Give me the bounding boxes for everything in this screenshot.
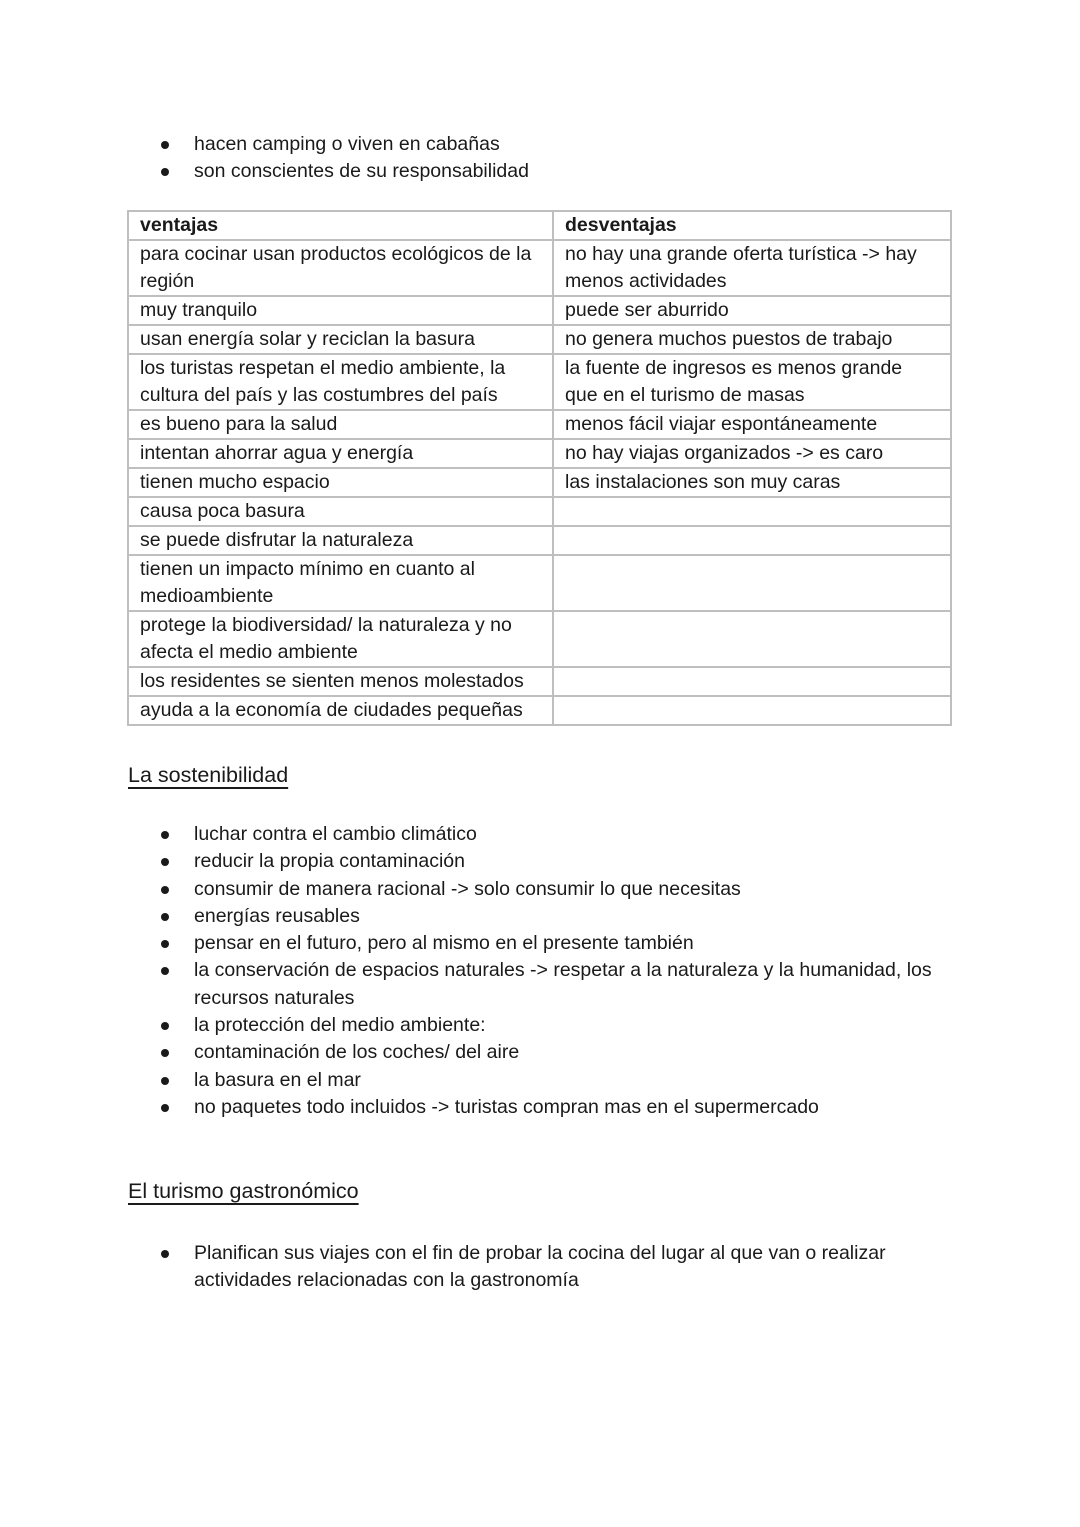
table-cell — [553, 497, 951, 526]
table-row — [128, 296, 951, 325]
table-cell — [553, 611, 951, 667]
list-item — [160, 821, 960, 848]
section-heading-sostenibilidad: La sostenibilidad — [128, 763, 289, 787]
bullet-icon — [161, 940, 169, 948]
table-row — [128, 468, 951, 497]
list-item — [160, 957, 960, 1012]
list-item-text: no paquetes todo incluidos -> turistas compran mas en el supermercado — [194, 1095, 819, 1118]
table-cell — [553, 555, 951, 611]
table-row — [128, 325, 951, 354]
list-item-text: la protección del medio ambiente: — [194, 1014, 486, 1037]
header-desventajas: desventajas — [553, 211, 951, 240]
table-cell: intentan ahorrar agua y energía — [128, 439, 553, 468]
list-item-text: energías reusables — [194, 904, 360, 927]
list-item — [160, 1094, 960, 1121]
top-bullet-list — [160, 131, 960, 186]
bullet-icon — [161, 1022, 169, 1030]
table-cell: los turistas respetan el medio ambiente, la cultura del país y las costumbres del país — [128, 354, 553, 410]
table-row — [128, 611, 951, 667]
table-cell: ayuda a la economía de ciudades pequeñas — [128, 696, 553, 725]
sostenibilidad-bullet-list — [160, 821, 960, 1121]
table-header-row — [128, 211, 951, 240]
list-item-text: Planifican sus viajes con el fin de probar la cocina del lugar al que van o realizar actividades relacionadas con la gastronomía — [194, 1242, 886, 1292]
header-ventajas: ventajas — [128, 211, 553, 240]
list-item — [160, 1240, 960, 1295]
table-cell: las instalaciones son muy caras — [553, 468, 951, 497]
list-item-text: reducir la propia contaminación — [194, 850, 465, 873]
table-cell: usan energía solar y reciclan la basura — [128, 325, 553, 354]
list-item-text: la conservación de espacios naturales -> respetar a la naturaleza y la humanidad, los recursos naturales — [194, 959, 932, 1009]
bullet-icon — [161, 141, 169, 149]
table-row — [128, 240, 951, 296]
table-cell: muy tranquilo — [128, 296, 553, 325]
list-item-text: son conscientes de su responsabilidad — [194, 160, 529, 183]
table-cell: puede ser aburrido — [553, 296, 951, 325]
list-item — [160, 131, 960, 158]
table-cell: los residentes se sienten menos molestados — [128, 667, 553, 696]
table-cell: no hay viajas organizados -> es caro — [553, 439, 951, 468]
list-item — [160, 1039, 960, 1066]
bullet-icon — [161, 168, 169, 176]
list-item-text: hacen camping o viven en cabañas — [194, 133, 500, 155]
bullet-icon — [161, 858, 169, 866]
list-item — [160, 848, 960, 875]
table-row — [128, 497, 951, 526]
table-cell: no genera muchos puestos de trabajo — [553, 325, 951, 354]
pros-cons-table — [127, 210, 952, 726]
bullet-icon — [161, 967, 169, 975]
bullet-icon — [161, 831, 169, 839]
table-row — [128, 667, 951, 696]
table-cell — [553, 526, 951, 555]
bullet-icon — [161, 1077, 169, 1085]
list-item — [160, 158, 960, 185]
table-cell: tienen mucho espacio — [128, 468, 553, 497]
bullet-icon — [161, 1049, 169, 1057]
table-row — [128, 410, 951, 439]
table-cell: la fuente de ingresos es menos grande que en el turismo de masas — [553, 354, 951, 410]
table-row — [128, 696, 951, 725]
list-item-text: la basura en el mar — [194, 1068, 361, 1091]
section-heading-gastronomico: El turismo gastronómico — [128, 1179, 359, 1203]
table-cell: es bueno para la salud — [128, 410, 553, 439]
gastronomico-bullet-list — [160, 1240, 960, 1295]
list-item — [160, 876, 960, 903]
list-item — [160, 1012, 960, 1039]
list-item — [160, 930, 960, 957]
table-row — [128, 555, 951, 611]
table-cell — [553, 696, 951, 725]
list-item — [160, 903, 960, 930]
bullet-icon — [161, 913, 169, 921]
list-item-text: luchar contra el cambio climático — [194, 823, 477, 845]
table-cell: menos fácil viajar espontáneamente — [553, 410, 951, 439]
table-cell: causa poca basura — [128, 497, 553, 526]
table-cell: tienen un impacto mínimo en cuanto al medioambiente — [128, 555, 553, 611]
list-item-text: contaminación de los coches/ del aire — [194, 1041, 520, 1064]
table-row — [128, 439, 951, 468]
table-row — [128, 354, 951, 410]
bullet-icon — [161, 1250, 169, 1258]
list-item-text: consumir de manera racional -> solo consumir lo que necesitas — [194, 877, 741, 900]
bullet-icon — [161, 1104, 169, 1112]
list-item — [160, 1067, 960, 1094]
table-cell — [553, 667, 951, 696]
table-cell: no hay una grande oferta turística -> hay menos actividades — [553, 240, 951, 296]
table-cell: se puede disfrutar la naturaleza — [128, 526, 553, 555]
bullet-icon — [161, 886, 169, 894]
table-row — [128, 526, 951, 555]
table-cell: para cocinar usan productos ecológicos de la región — [128, 240, 553, 296]
table-cell: protege la biodiversidad/ la naturaleza y no afecta el medio ambiente — [128, 611, 553, 667]
list-item-text: pensar en el futuro, pero al mismo en el presente también — [194, 932, 694, 955]
